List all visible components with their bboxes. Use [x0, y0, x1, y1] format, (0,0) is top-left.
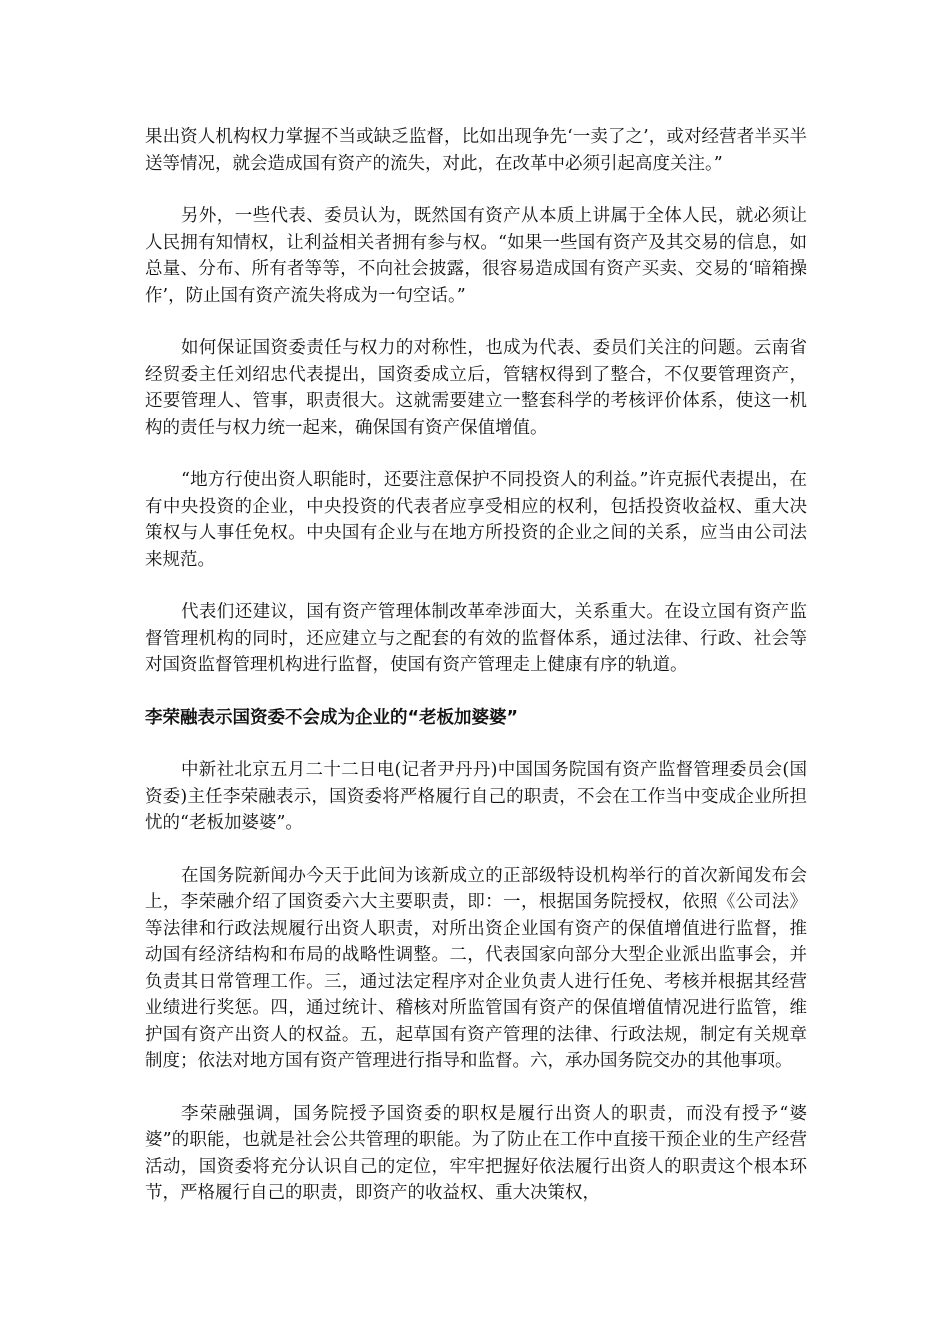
paragraph-5: 代表们还建议，国有资产管理体制改革牵涉面大，关系重大。在设立国有资产监督管理机构的同时，还应建立与之配套的有效的监督体系，通过法律、行政、社会等对国资监督管理机构进行监督，使国有资产管理走上健康有序的轨道。	[145, 602, 807, 675]
paragraph-7: 在国务院新闻办今天于此间为该新成立的正部级特设机构举行的首次新闻发布会上，李荣融介绍了国资委六大主要职责，即：一，根据国务院授权，依照《公司法》等法律和行政法规履行出资人职责，对所出资企业国有资产的保值增值进行监督，推动国有经济结构和布局的战略性调整。二，代表国家向部分大型企业派出监事会，并负责其日常管理工作。三，通过法定程序对企业负责人进行任免、考核并根据其经营业绩进行奖惩。四，通过统计、稽核对所监管国有资产的保值增值情况进行监管，维护国有资产出资人的权益。五，起草国有资产管理的法律、行政法规，制定有关规章制度；依法对地方国有资产管理进行指导和监督。六，承办国务院交办的其他事项。	[145, 865, 807, 1071]
document-page	[145, 124, 807, 1233]
paragraph-3: 如何保证国资委责任与权力的对称性，也成为代表、委员们关注的问题。云南省经贸委主任刘绍忠代表提出，国资委成立后，管辖权得到了整合，不仅要管理资产，还要管理人、管事，职责很大。这就需要建立一整套科学的考核评价体系，使这一机构的责任与权力统一起来，确保国有资产保值增值。	[145, 338, 807, 438]
paragraph-1: 果出资人机构权力掌握不当或缺乏监督，比如出现争先‘一卖了之’，或对经营者半买半送等情况，就会造成国有资产的流失，对此，在改革中必须引起高度关注。”	[145, 127, 807, 174]
section-heading: 李荣融表示国资委不会成为企业的“老板加婆婆”	[145, 707, 519, 728]
paragraph-4: “地方行使出资人职能时，还要注意保护不同投资人的利益。”许克振代表提出，在有中央投资的企业，中央投资的代表者应享受相应的权利，包括投资收益权、重大决策权与人事任免权。中央国有企业与在地方所投资的企业之间的关系，应当由公司法来规范。	[145, 470, 807, 570]
paragraph-6: 中新社北京五月二十二日电(记者尹丹丹)中国国务院国有资产监督管理委员会(国资委)主任李荣融表示，国资委将严格履行自己的职责，不会在工作当中变成企业所担忧的“老板加婆婆”。	[145, 760, 807, 833]
paragraph-8: 李荣融强调，国务院授予国资委的职权是履行出资人的职责，而没有授予“婆婆”的职能，也就是社会公共管理的职能。为了防止在工作中直接干预企业的生产经营活动，国资委将充分认识自己的定位，牢牢把握好依法履行出资人的职责这个根本环节，严格履行自己的职责，即资产的收益权、重大决策权，	[145, 1103, 807, 1203]
paragraph-2: 另外，一些代表、委员认为，既然国有资产从本质上讲属于全体人民，就必须让人民拥有知情权，让利益相关者拥有参与权。“如果一些国有资产及其交易的信息，如总量、分布、所有者等等，不向社会披露，很容易造成国有资产买卖、交易的‘暗箱操作’，防止国有资产流失将成为一句空话。”	[145, 206, 807, 306]
